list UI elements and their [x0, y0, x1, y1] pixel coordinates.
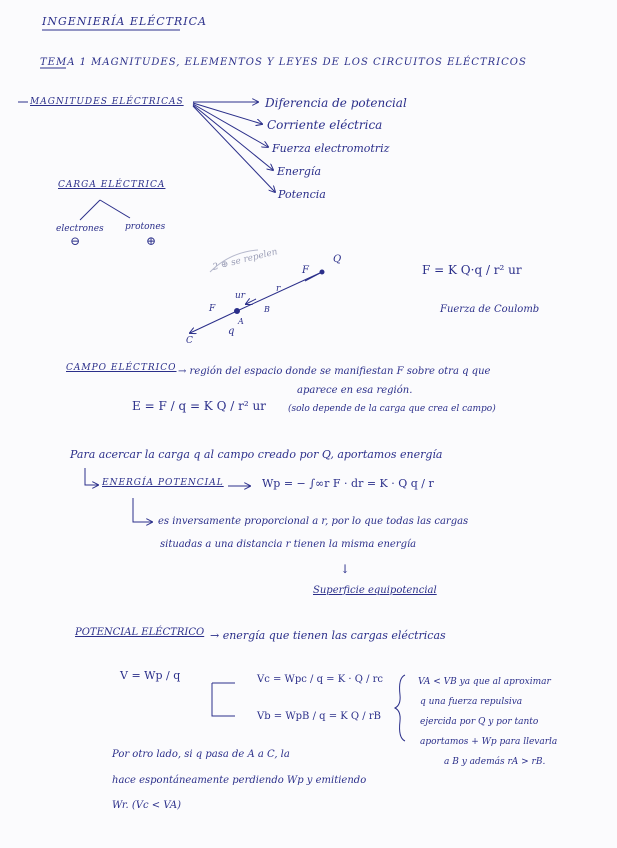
subject-title: INGENIERÍA ELÉCTRICA [42, 15, 207, 28]
tree-left [80, 200, 100, 220]
arrow-to-C [190, 311, 237, 333]
potencial-heading: POTENCIAL ELÉCTRICO [75, 627, 205, 638]
potential-bracket [212, 683, 235, 716]
magnitude-item: Diferencia de potencial [265, 96, 407, 110]
magnitude-item: Potencia [278, 188, 326, 201]
coulomb-caption: Fuerza de Coulomb [440, 304, 540, 315]
potencial-bottom-2: hace espontáneamente perdiendo Wp y emitiendo [112, 775, 367, 786]
force-F-left-label: F [209, 304, 216, 314]
potencial-right-1: VA < VB ya que al aproximar [418, 677, 551, 687]
curly-brace [395, 675, 405, 741]
unit-vector-label: ur [235, 291, 246, 301]
campo-formula: E = F / q = K Q / r² ur [132, 399, 266, 413]
potencial-right-5: a B y además rA > rB. [444, 757, 546, 767]
energia-heading: ENERGÍA POTENCIAL [102, 478, 224, 488]
charge-Q-dot [320, 270, 324, 274]
arrow-potencia [193, 106, 275, 192]
potencial-bottom-3: Wr. (Vc < VA) [112, 800, 181, 811]
potencial-definition: → energía que tienen las cargas eléctricas [210, 629, 446, 642]
potencial-right-3: ejercida por Q y por tanto [420, 717, 539, 727]
potencial-bottom-1: Por otro lado, si q pasa de A a C, la [112, 749, 290, 760]
magnitude-item: Energía [277, 165, 321, 178]
protones-label: protones [125, 222, 166, 232]
force-F-label: F [302, 265, 309, 276]
tree-right [100, 200, 130, 218]
potencial-Vc-formula: Vc = Wpc / q = K · Q / rc [257, 674, 384, 685]
energia-formula: Wp = − ∫∞r F · dr = K · Q q / r [262, 477, 434, 490]
force-arrow-right [305, 272, 322, 281]
down-arrow-icon: ↓ [340, 562, 351, 576]
distance-line [237, 272, 322, 311]
campo-definition-1: → región del espacio donde se manifiestan F sobre otra q que [178, 366, 491, 377]
campo-heading: CAMPO ELÉCTRICO [66, 363, 177, 373]
point-A-dot [235, 309, 240, 314]
charge-q-label: q [228, 326, 235, 337]
campo-note: (solo depende de la carga que crea el campo) [288, 404, 496, 414]
superficie-equipotencial: Superficie equipotencial [313, 585, 437, 596]
negative-charge-icon: ⊖ [70, 234, 81, 248]
potencial-V-formula: V = Wp / q [120, 669, 181, 682]
point-B-label: B [264, 305, 270, 314]
charge-Q-label: Q [333, 254, 342, 265]
electrones-label: electrones [56, 224, 104, 234]
potencial-right-2: q una fuerza repulsiva [420, 697, 523, 707]
repelen-arc [210, 250, 258, 272]
coulomb-formula: F = K Q·q / r² ur [422, 263, 522, 277]
repelen-note: 2 ⊕ se repelen [211, 247, 279, 273]
positive-charge-icon: ⊕ [146, 234, 157, 248]
note-bracket [133, 498, 152, 522]
energia-note-1: es inversamente proporcional a r, por lo que todas las cargas [158, 516, 469, 527]
magnitude-item: Corriente eléctrica [267, 118, 383, 132]
arrow-fuerza [193, 104, 268, 147]
energia-note-2: situadas a una distancia r tienen la misma energía [160, 539, 417, 550]
magnitude-item: Fuerza electromotriz [272, 142, 390, 155]
energia-intro: Para acercar la carga q al campo creado por Q, aportamos energía [70, 448, 443, 461]
potencial-right-4: aportamos + Wp para llevarla [420, 737, 558, 747]
energia-bracket [85, 468, 98, 485]
topic-title: TEMA 1 MAGNITUDES, ELEMENTOS Y LEYES DE LOS CIRCUITOS ELÉCTRICOS [40, 57, 527, 68]
potencial-Vb-formula: Vb = WpB / q = K Q / rB [257, 711, 381, 722]
point-C-label: C [186, 336, 193, 346]
carga-heading: CARGA ELÉCTRICA [58, 180, 166, 190]
campo-definition-2: aparece en esa región. [297, 385, 413, 396]
distance-r-label: r [276, 284, 281, 294]
point-A-label: A [238, 317, 244, 326]
magnitudes-heading: MAGNITUDES ELÉCTRICAS [30, 97, 184, 107]
